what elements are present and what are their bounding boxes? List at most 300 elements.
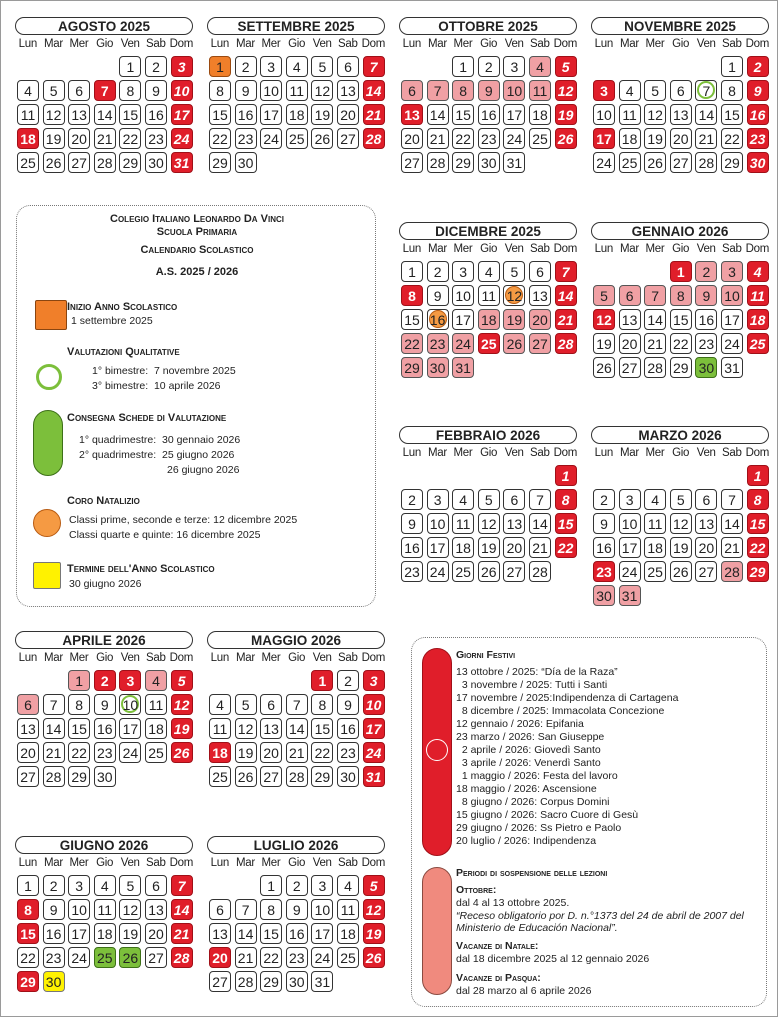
day-cell	[209, 718, 231, 739]
day-number: 23	[698, 336, 715, 352]
day-number: 21	[97, 131, 113, 147]
day-cell	[311, 742, 333, 763]
weekday-label: Ven	[120, 857, 140, 869]
day-cell	[363, 80, 385, 101]
month-title: GIUGNO 2026	[15, 836, 193, 854]
day-number: 10	[263, 83, 279, 99]
day-number: 16	[97, 721, 113, 737]
weekday-label: Mar	[235, 857, 255, 869]
day-cell	[593, 489, 615, 510]
day-number: 18	[340, 926, 356, 942]
day-cell	[452, 128, 474, 149]
day-cell	[311, 128, 333, 149]
day-cell	[235, 152, 257, 173]
day-cell	[260, 742, 282, 763]
day-number: 12	[237, 721, 254, 737]
day-cell	[503, 513, 525, 534]
weekday-label: Mar	[43, 857, 63, 869]
weekday-label: Lun	[402, 243, 421, 255]
day-cell	[619, 80, 641, 101]
day-number: 18	[621, 131, 638, 147]
holiday-item: 8 dicembre / 2025: Immacolata Concezione	[456, 705, 665, 717]
day-number: 8	[318, 697, 327, 713]
day-number: 8	[408, 288, 416, 304]
day-number: 2	[241, 59, 250, 75]
day-cell	[171, 56, 193, 77]
day-cell	[145, 152, 167, 173]
day-cell	[94, 152, 116, 173]
start-heading: Inizio Anno Scolastico	[67, 301, 178, 313]
weekday-label: Mer	[453, 38, 473, 50]
day-cell	[337, 694, 359, 715]
day-number: 24	[263, 131, 279, 147]
day-number: 10	[724, 288, 740, 304]
day-cell	[363, 104, 385, 125]
day-cell	[94, 766, 116, 787]
day-number: 26	[596, 360, 612, 376]
day-number: 15	[122, 107, 139, 123]
day-number: 27	[212, 974, 228, 990]
day-number: 30	[596, 588, 612, 604]
day-number: 22	[122, 131, 139, 147]
day-number: 5	[177, 673, 186, 689]
weekday-label: Mar	[619, 447, 639, 459]
weekday-label: Gio	[288, 652, 306, 664]
weekday-label: Lun	[18, 857, 37, 869]
day-number: 13	[621, 312, 638, 328]
day-cell	[427, 537, 449, 558]
weekday-label: Lun	[210, 652, 229, 664]
day-cell	[209, 56, 231, 77]
day-number: 20	[71, 131, 87, 147]
day-number: 12	[365, 902, 382, 918]
weekday-label: Mar	[427, 447, 447, 459]
day-number: 4	[484, 264, 493, 280]
month-calendar	[399, 426, 579, 612]
delivery-third: 26 giugno 2026	[167, 464, 240, 476]
weekday-label: Mer	[645, 447, 665, 459]
suspension-heading: Periodi di sospensione delle lezioni	[456, 867, 608, 879]
day-cell	[478, 261, 500, 282]
day-cell	[670, 104, 692, 125]
day-cell	[235, 56, 257, 77]
day-number: 19	[237, 745, 254, 761]
day-number: 19	[173, 721, 190, 737]
day-number: 24	[455, 336, 471, 352]
day-number: 19	[365, 926, 382, 942]
day-number: 12	[647, 107, 663, 123]
day-cell	[747, 513, 769, 534]
day-cell	[503, 128, 525, 149]
day-number: 12	[673, 516, 689, 532]
day-cell	[209, 104, 231, 125]
month-calendar	[591, 426, 771, 612]
day-number: 28	[289, 769, 305, 785]
day-number: 16	[237, 107, 254, 123]
school-year: A.S. 2025 / 2026	[155, 266, 239, 278]
day-number: 18	[20, 131, 36, 147]
day-cell	[171, 947, 193, 968]
day-cell	[721, 561, 743, 582]
day-cell	[452, 489, 474, 510]
christmas-heading: Vacanze di Natale:	[456, 940, 539, 952]
day-cell	[337, 766, 359, 787]
day-cell	[119, 899, 141, 920]
holiday-item: 18 maggio / 2026: Ascensione	[456, 783, 597, 795]
day-number: 15	[455, 107, 471, 123]
day-number: 30	[237, 155, 254, 171]
day-number: 20	[673, 131, 689, 147]
weekday-label: Gio	[288, 857, 306, 869]
day-cell	[503, 309, 525, 330]
weekday-label: Sab	[145, 38, 166, 50]
day-number: 1	[267, 878, 276, 894]
day-cell	[593, 561, 615, 582]
day-number: 9	[753, 83, 762, 99]
day-number: 1	[753, 468, 762, 484]
day-number: 27	[404, 155, 420, 171]
day-cell	[363, 694, 385, 715]
day-cell	[401, 80, 423, 101]
day-cell	[619, 585, 641, 606]
day-number: 6	[344, 59, 352, 75]
day-number: 21	[45, 745, 62, 761]
day-cell	[555, 56, 577, 77]
day-number: 23	[237, 131, 254, 147]
day-cell	[529, 333, 551, 354]
day-cell	[478, 128, 500, 149]
day-number: 24	[596, 155, 612, 171]
day-cell	[311, 670, 333, 691]
day-number: 30	[148, 155, 164, 171]
day-number: 27	[698, 564, 715, 580]
day-number: 26	[314, 131, 331, 147]
day-cell	[452, 513, 474, 534]
day-number: 13	[212, 926, 228, 942]
day-number: 14	[698, 107, 715, 123]
delivery-first: 1° quadrimestre: 30 gennaio 2026	[79, 434, 241, 446]
day-number: 31	[506, 155, 523, 171]
holiday-item: 3 novembre / 2025: Tutti i Santi	[456, 679, 608, 691]
day-cell	[209, 947, 231, 968]
day-number: 24	[173, 131, 190, 147]
day-cell	[401, 309, 423, 330]
day-number: 11	[289, 83, 305, 99]
day-number: 9	[484, 83, 493, 99]
day-number: 22	[314, 745, 331, 761]
day-cell	[401, 152, 423, 173]
day-number: 23	[289, 950, 305, 966]
month-calendar	[207, 836, 387, 1022]
day-cell	[235, 80, 257, 101]
day-cell	[235, 971, 257, 992]
day-cell	[337, 104, 359, 125]
day-cell	[555, 513, 577, 534]
day-cell	[670, 561, 692, 582]
day-number: 26	[506, 336, 523, 352]
day-cell	[119, 152, 141, 173]
weekday-label: Gio	[672, 447, 690, 459]
day-cell	[401, 513, 423, 534]
day-number: 25	[340, 950, 356, 966]
day-number: 20	[532, 312, 548, 328]
day-number: 6	[408, 83, 416, 99]
holiday-item: 12 gennaio / 2026: Epifania	[456, 718, 584, 730]
day-number: 10	[173, 83, 190, 99]
day-number: 18	[289, 107, 305, 123]
day-cell	[721, 537, 743, 558]
weekday-label: Mer	[69, 857, 89, 869]
day-number: 3	[75, 878, 84, 894]
day-cell	[555, 104, 577, 125]
day-number: 29	[673, 360, 689, 376]
day-cell	[747, 80, 769, 101]
day-cell	[171, 80, 193, 101]
day-cell	[68, 128, 90, 149]
day-cell	[401, 357, 423, 378]
day-cell	[171, 742, 193, 763]
month-title: DICEMBRE 2025	[399, 222, 577, 240]
weekday-label: Dom	[169, 38, 194, 50]
day-cell	[235, 947, 257, 968]
weekday-label: Dom	[169, 857, 194, 869]
day-number: 25	[481, 336, 497, 352]
day-cell	[43, 875, 65, 896]
day-number: 15	[314, 721, 331, 737]
day-cell	[363, 128, 385, 149]
day-number: 17	[506, 107, 523, 123]
day-number: 7	[651, 288, 660, 304]
day-number: 24	[621, 564, 638, 580]
day-number: 19	[673, 540, 689, 556]
day-number: 31	[724, 360, 740, 376]
day-cell	[337, 718, 359, 739]
day-number: 2	[49, 878, 58, 894]
day-number: 19	[481, 540, 497, 556]
day-number: 5	[318, 59, 327, 75]
day-number: 22	[557, 540, 574, 556]
day-cell	[747, 465, 769, 486]
weekday-label: Sab	[337, 857, 358, 869]
day-cell	[43, 947, 65, 968]
day-number: 12	[314, 83, 331, 99]
day-number: 3	[600, 83, 608, 99]
day-number: 14	[557, 288, 574, 304]
day-cell	[260, 947, 282, 968]
day-cell	[43, 694, 65, 715]
month-title: LUGLIO 2026	[207, 836, 385, 854]
day-cell	[337, 742, 359, 763]
day-cell	[695, 513, 717, 534]
holiday-item: 17 novembre / 2025:Indipendenza di Cartagena	[456, 692, 679, 704]
day-cell	[695, 489, 717, 510]
weekday-label: Gio	[288, 38, 306, 50]
day-cell	[171, 152, 193, 173]
day-number: 9	[100, 697, 109, 713]
month-calendar	[15, 836, 195, 1022]
weekday-label: Lun	[594, 243, 613, 255]
day-cell	[593, 104, 615, 125]
day-cell	[747, 561, 769, 582]
day-number: 15	[20, 926, 36, 942]
day-cell	[452, 333, 474, 354]
day-number: 30	[340, 769, 356, 785]
day-cell	[401, 261, 423, 282]
day-cell	[644, 104, 666, 125]
day-number: 7	[241, 902, 250, 918]
day-number: 15	[749, 516, 766, 532]
weekday-label: Gio	[96, 857, 114, 869]
day-cell	[619, 489, 641, 510]
day-cell	[695, 537, 717, 558]
day-number: 7	[702, 83, 711, 99]
day-cell	[209, 971, 231, 992]
day-cell	[427, 152, 449, 173]
day-number: 5	[369, 878, 378, 894]
day-number: 24	[314, 950, 331, 966]
day-cell	[311, 104, 333, 125]
day-number: 28	[557, 336, 574, 352]
day-cell	[17, 947, 39, 968]
day-cell	[695, 104, 717, 125]
weekday-label: Sab	[721, 243, 742, 255]
day-cell	[145, 718, 167, 739]
day-number: 11	[97, 902, 113, 918]
day-number: 16	[340, 721, 356, 737]
day-cell	[286, 947, 308, 968]
day-number: 26	[45, 155, 62, 171]
month-calendar	[207, 17, 387, 203]
october-note-2: Ministerio de Educación Nacional”.	[456, 922, 618, 934]
day-number: 1	[126, 59, 135, 75]
delivery-swatch	[33, 410, 63, 476]
day-cell	[94, 80, 116, 101]
day-number: 1	[676, 264, 685, 280]
day-number: 20	[698, 540, 715, 556]
day-number: 6	[75, 83, 84, 99]
day-cell	[337, 923, 359, 944]
day-number: 22	[212, 131, 228, 147]
weekday-label: Mar	[43, 652, 63, 664]
day-number: 20	[621, 336, 638, 352]
day-number: 9	[344, 697, 352, 713]
day-number: 31	[173, 155, 190, 171]
day-cell	[452, 309, 474, 330]
weekday-label: Ven	[312, 652, 332, 664]
day-cell	[260, 971, 282, 992]
day-cell	[94, 128, 116, 149]
day-cell	[363, 56, 385, 77]
weekday-label: Mar	[619, 38, 639, 50]
day-cell	[644, 333, 666, 354]
day-number: 29	[122, 155, 139, 171]
weekday-label: Mer	[645, 243, 665, 255]
day-number: 26	[365, 950, 382, 966]
day-cell	[235, 742, 257, 763]
day-cell	[503, 333, 525, 354]
month-calendar	[399, 17, 579, 203]
day-cell	[68, 742, 90, 763]
start-swatch	[35, 300, 67, 330]
day-cell	[503, 152, 525, 173]
day-cell	[452, 357, 474, 378]
day-cell	[747, 489, 769, 510]
day-cell	[401, 537, 423, 558]
day-number: 2	[292, 878, 301, 894]
day-cell	[644, 513, 666, 534]
day-cell	[529, 128, 551, 149]
day-number: 15	[212, 107, 228, 123]
day-number: 9	[433, 288, 442, 304]
day-cell	[503, 285, 525, 306]
delivery-second: 2° quadrimestre: 25 giugno 2026	[79, 449, 235, 461]
day-number: 20	[20, 745, 36, 761]
day-cell	[311, 718, 333, 739]
day-cell	[260, 766, 282, 787]
day-number: 2	[484, 59, 493, 75]
day-number: 17	[365, 721, 382, 737]
day-number: 17	[263, 107, 279, 123]
day-cell	[619, 104, 641, 125]
day-cell	[529, 285, 551, 306]
day-number: 25	[647, 564, 663, 580]
weekday-label: Dom	[169, 652, 194, 664]
day-cell	[68, 766, 90, 787]
day-number: 15	[71, 721, 87, 737]
day-number: 21	[724, 540, 740, 556]
day-cell	[721, 333, 743, 354]
day-number: 2	[100, 673, 109, 689]
day-cell	[452, 104, 474, 125]
day-cell	[670, 80, 692, 101]
day-cell	[337, 670, 359, 691]
day-cell	[145, 56, 167, 77]
weekday-label: Mer	[261, 38, 281, 50]
day-number: 7	[536, 492, 544, 508]
weekday-label: Ven	[312, 857, 332, 869]
day-cell	[235, 899, 257, 920]
day-cell	[17, 875, 39, 896]
day-number: 21	[698, 131, 715, 147]
day-cell	[721, 357, 743, 378]
weekday-label: Gio	[480, 243, 498, 255]
weekday-label: Sab	[529, 447, 550, 459]
day-number: 23	[45, 950, 62, 966]
day-cell	[119, 694, 141, 715]
easter-range: dal 28 marzo al 6 aprile 2026	[456, 985, 592, 997]
day-cell	[43, 128, 65, 149]
day-number: 14	[45, 721, 62, 737]
day-number: 19	[506, 312, 523, 328]
day-cell	[555, 80, 577, 101]
day-number: 17	[71, 926, 87, 942]
day-cell	[17, 899, 39, 920]
day-number: 12	[506, 288, 523, 304]
day-cell	[94, 875, 116, 896]
day-cell	[145, 128, 167, 149]
day-number: 30	[97, 769, 113, 785]
day-cell	[695, 152, 717, 173]
day-number: 25	[532, 131, 548, 147]
eval-first: 1° bimestre: 7 novembre 2025	[92, 365, 236, 377]
day-cell	[529, 309, 551, 330]
weekday-label: Ven	[504, 447, 524, 459]
day-cell	[427, 261, 449, 282]
day-cell	[68, 694, 90, 715]
day-cell	[555, 465, 577, 486]
day-number: 7	[369, 59, 378, 75]
day-cell	[311, 694, 333, 715]
